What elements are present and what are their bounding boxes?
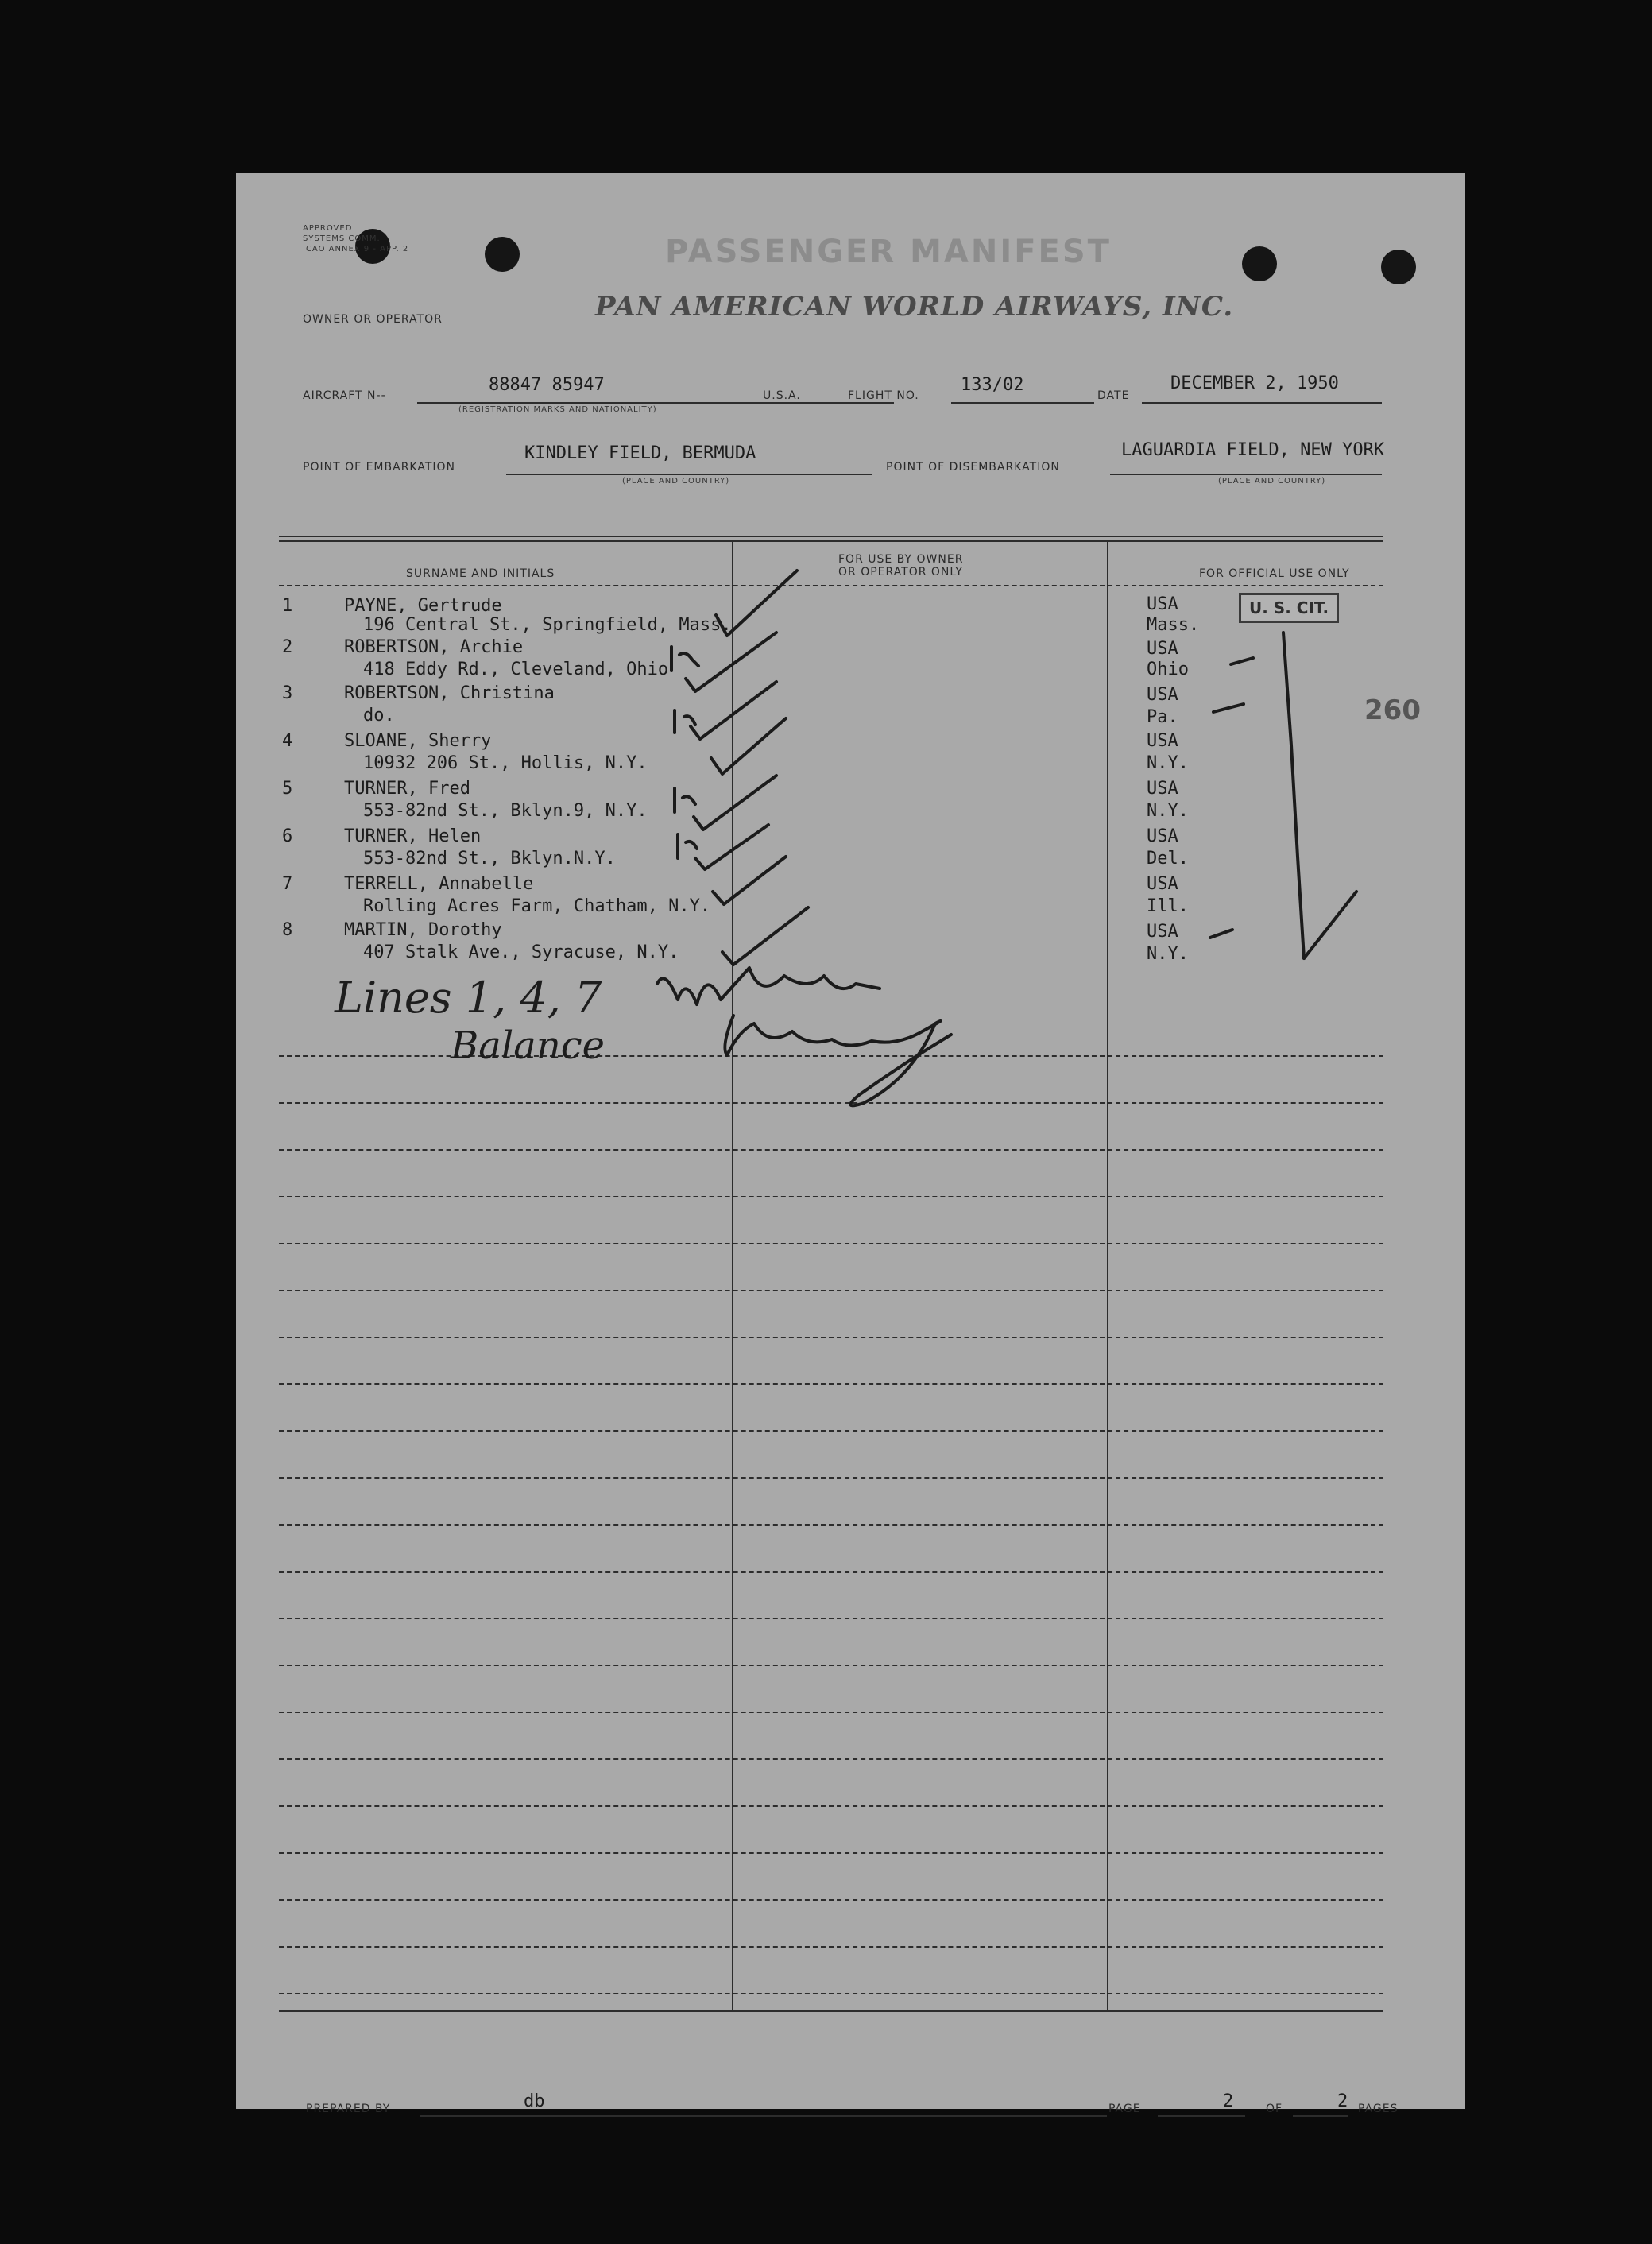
embark-label: POINT OF EMBARKATION (303, 461, 456, 474)
check-mark (694, 776, 776, 830)
row-number: 7 (282, 874, 293, 894)
col-header-surname: SURNAME AND INITIALS (406, 567, 555, 580)
passenger-name: ROBERTSON, Christina (344, 683, 555, 703)
aircraft-label: AIRCRAFT N-- (303, 389, 386, 402)
passenger-state: N.Y. (1147, 801, 1189, 821)
passenger-name: MARTIN, Dorothy (344, 920, 502, 940)
passenger-address: 553-82nd St., Bklyn.9, N.Y. (363, 801, 648, 821)
passenger-address: 407 Stalk Ave., Syracuse, N.Y. (363, 942, 679, 962)
passenger-name: TURNER, Fred (344, 779, 470, 799)
form-title: PASSENGER MANIFEST (665, 234, 1112, 270)
passenger-country: USA (1147, 826, 1178, 846)
disembark-sub: (PLACE AND COUNTRY) (1218, 477, 1326, 486)
row-number: 5 (282, 779, 293, 799)
page-label: PAGE (1108, 2103, 1141, 2115)
official-count: 260 (1364, 694, 1421, 726)
check-mark (686, 633, 776, 691)
approval-line: ICAO ANNEX 9 - APP. 2 (303, 245, 409, 253)
date-label: DATE (1097, 389, 1130, 402)
owner-label: OWNER OR OPERATOR (303, 313, 443, 326)
passenger-address: do. (363, 706, 395, 725)
passenger-address: 553-82nd St., Bklyn.N.Y. (363, 849, 616, 869)
passenger-state: Ill. (1147, 896, 1189, 916)
prepared-label: PREPARED BY (306, 2103, 391, 2115)
check-mark (711, 718, 786, 774)
page-underline (1158, 2115, 1245, 2117)
row-number: 4 (282, 731, 293, 751)
row-number: 3 (282, 683, 293, 703)
passenger-state: N.Y. (1147, 753, 1189, 773)
of-value: 2 (1337, 2091, 1348, 2111)
row-number: 8 (282, 920, 293, 940)
check-mark (713, 857, 786, 904)
pages-label: PAGES (1358, 2103, 1399, 2115)
passenger-country: USA (1147, 594, 1178, 614)
passenger-state: N.Y. (1147, 944, 1189, 964)
row-number: 2 (282, 637, 293, 657)
col-header-official: FOR OFFICIAL USE ONLY (1199, 567, 1350, 580)
row-number: 1 (282, 596, 293, 616)
passenger-country: USA (1147, 779, 1178, 799)
passenger-country: USA (1147, 874, 1178, 894)
flight-label: FLIGHT NO. (848, 389, 919, 402)
embark-value: KINDLEY FIELD, BERMUDA (524, 443, 756, 463)
manifest-sheet (236, 173, 1465, 2115)
row-number: 6 (282, 826, 293, 846)
handwriting-ink (236, 173, 1465, 2109)
passenger-address: 10932 206 St., Hollis, N.Y. (363, 753, 648, 773)
check-mark (716, 571, 797, 636)
passenger-country: USA (1147, 922, 1178, 942)
passenger-state: Pa. (1147, 707, 1178, 727)
passenger-address: 418 Eddy Rd., Cleveland, Ohio (363, 660, 669, 679)
passenger-country: USA (1147, 685, 1178, 705)
disembark-value: LAGUARDIA FIELD, NEW YORK (1121, 440, 1385, 460)
date-value: DECEMBER 2, 1950 (1170, 373, 1339, 393)
citizen-stamp: U. S. CIT. (1239, 593, 1339, 623)
check-mark (695, 825, 768, 869)
col-header-owner-use: OR OPERATOR ONLY (838, 566, 963, 578)
nationality-value: U.S.A. (763, 389, 801, 402)
passenger-name: PAYNE, Gertrude (344, 596, 502, 616)
handwritten-lines-note: Lines 1, 4, 7 (335, 973, 602, 1023)
embark-sub: (PLACE AND COUNTRY) (622, 477, 730, 486)
passenger-state: Del. (1147, 849, 1189, 869)
passenger-name: TURNER, Helen (344, 826, 482, 846)
passenger-name: ROBERTSON, Archie (344, 637, 524, 657)
aircraft-value: 88847 85947 (489, 375, 605, 395)
of-label: OF (1266, 2103, 1283, 2115)
passenger-name: TERRELL, Annabelle (344, 874, 534, 894)
prepared-underline (420, 2115, 1107, 2117)
prepared-value: db (524, 2091, 545, 2111)
passenger-address: Rolling Acres Farm, Chatham, N.Y. (363, 896, 711, 916)
col-header-owner-use: FOR USE BY OWNER (838, 553, 964, 566)
disembark-label: POINT OF DISEMBARKATION (886, 461, 1060, 474)
approval-line: SYSTEMS COMM. (303, 234, 381, 243)
passenger-state: Mass. (1147, 615, 1200, 635)
passenger-name: SLOANE, Sherry (344, 731, 492, 751)
handwritten-balance-note: Balance (451, 1023, 605, 1068)
flight-value: 133/02 (961, 375, 1024, 395)
passenger-country: USA (1147, 639, 1178, 659)
passenger-country: USA (1147, 731, 1178, 751)
passenger-address: 196 Central St., Springfield, Mass. (363, 615, 732, 635)
aircraft-sub: (REGISTRATION MARKS AND NATIONALITY) (458, 405, 657, 414)
approval-line: APPROVED (303, 224, 353, 233)
owner-value: PAN AMERICAN WORLD AIRWAYS, INC. (595, 291, 1234, 323)
of-underline (1293, 2115, 1348, 2117)
check-mark (722, 907, 808, 965)
passenger-state: Ohio (1147, 660, 1189, 679)
page-value: 2 (1223, 2091, 1234, 2111)
check-mark (691, 682, 776, 739)
